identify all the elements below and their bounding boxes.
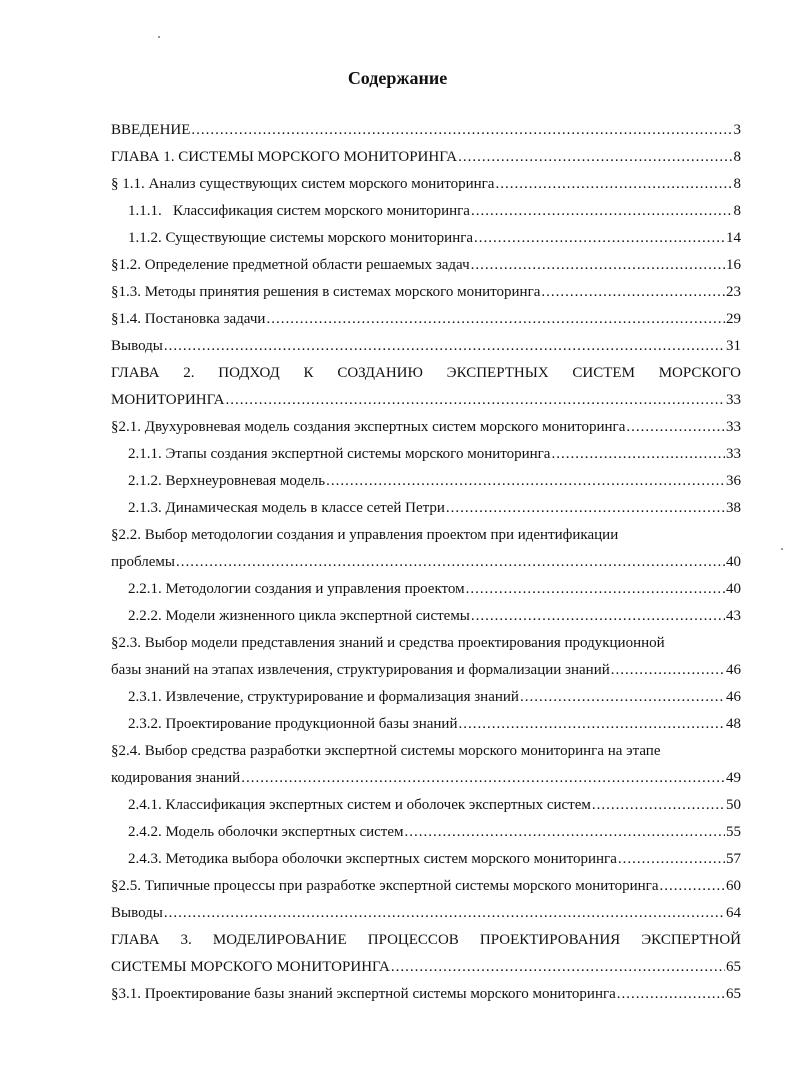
toc-page-number: 8 <box>733 203 741 219</box>
dot-leader <box>446 495 725 522</box>
toc-page-number: 65 <box>726 959 741 975</box>
toc-entry-text-line1: ГЛАВА 2. ПОДХОД К СОЗДАНИЮ ЭКСПЕРТНЫХ СИСТЕМ МОРСКОГО <box>111 365 741 381</box>
toc-entry[interactable] <box>111 576 741 603</box>
toc-entry-text: 1.1.1. Классификация систем морского мониторинга <box>128 203 470 219</box>
toc-page-number: 40 <box>726 581 741 597</box>
toc-entry[interactable] <box>111 846 741 873</box>
dot-leader <box>458 144 732 171</box>
toc-entry-text: §2.5. Типичные процессы при разработке экспертной системы морского мониторинга <box>111 878 659 894</box>
toc-entry-text-line1: §2.2. Выбор методологии создания и управления проектом при идентификации <box>111 527 619 543</box>
toc-entry[interactable] <box>111 522 741 576</box>
toc-page-number: 46 <box>726 689 741 705</box>
toc-entry[interactable] <box>111 225 741 252</box>
toc-entry-text-line1: §2.4. Выбор средства разработки экспертной системы морского мониторинга на этапе <box>111 743 661 759</box>
dot-leader <box>520 684 725 711</box>
toc-entry[interactable] <box>111 414 741 441</box>
toc-entry[interactable] <box>111 198 741 225</box>
toc-entry-text: §3.1. Проектирование базы знаний экспертной системы морского мониторинга <box>111 986 616 1002</box>
scan-speck <box>158 36 160 38</box>
toc-entry-text: 2.2.1. Методологии создания и управления проектом <box>128 581 465 597</box>
toc-entry[interactable] <box>111 333 741 360</box>
toc-entry-text: Выводы <box>111 905 163 921</box>
toc-page-number: 3 <box>733 122 741 138</box>
dot-leader <box>551 441 725 468</box>
toc-page-number: 36 <box>726 473 741 489</box>
toc-entry[interactable] <box>111 117 741 144</box>
toc-entry-text: 2.1.1. Этапы создания экспертной системы морского мониторинга <box>128 446 551 462</box>
toc-entry[interactable] <box>111 468 741 495</box>
toc-entry-text: 2.1.2. Верхнеуровневая модель <box>128 473 326 489</box>
toc-entry-text: 2.3.2. Проектирование продукционной базы знаний <box>128 716 458 732</box>
toc-page-number: 48 <box>726 716 741 732</box>
toc-entry[interactable] <box>111 495 741 522</box>
dot-leader <box>626 414 725 441</box>
toc-page-number: 29 <box>726 311 741 327</box>
dot-leader <box>541 279 725 306</box>
toc-page-number: 16 <box>726 257 741 273</box>
dot-leader <box>659 873 725 900</box>
toc-entry[interactable] <box>111 684 741 711</box>
toc-entry[interactable] <box>111 279 741 306</box>
toc-page-number: 65 <box>726 986 741 1002</box>
toc-entry[interactable] <box>111 630 741 684</box>
toc-entry-text: СИСТЕМЫ МОРСКОГО МОНИТОРИНГА <box>111 959 390 975</box>
toc-entry-text: базы знаний на этапах извлечения, структурирования и формализации знаний <box>111 662 610 678</box>
toc-entry[interactable] <box>111 252 741 279</box>
table-of-contents <box>111 117 741 1008</box>
toc-entry-text: 2.4.3. Методика выбора оболочки экспертных систем морского мониторинга <box>128 851 617 867</box>
toc-entry[interactable] <box>111 171 741 198</box>
dot-leader <box>474 225 725 252</box>
dot-leader <box>459 711 726 738</box>
toc-page-number: 14 <box>726 230 741 246</box>
toc-entry-text: 2.1.3. Динамическая модель в классе сетей Петри <box>128 500 445 516</box>
dot-leader <box>226 387 725 414</box>
toc-entry-text: §2.1. Двухуровневая модель создания экспертных систем морского мониторинга <box>111 419 626 435</box>
toc-page-number: 50 <box>726 797 741 813</box>
dot-leader <box>405 819 726 846</box>
toc-page-number: 57 <box>726 851 741 867</box>
toc-entry-text: 2.4.2. Модель оболочки экспертных систем <box>128 824 404 840</box>
dot-leader <box>466 576 725 603</box>
toc-entry-text: МОНИТОРИНГА <box>111 392 225 408</box>
toc-entry-text: Выводы <box>111 338 163 354</box>
toc-entry[interactable] <box>111 927 741 981</box>
toc-entry[interactable] <box>111 360 741 414</box>
toc-page-number: 31 <box>726 338 741 354</box>
dot-leader <box>176 549 725 576</box>
dot-leader <box>611 657 725 684</box>
toc-entry-text: кодирования знаний <box>111 770 241 786</box>
toc-entry[interactable] <box>111 981 741 1008</box>
toc-entry-text: § 1.1. Анализ существующих систем морского мониторинга <box>111 176 495 192</box>
toc-entry-text: проблемы <box>111 554 175 570</box>
toc-entry-text: ВВЕДЕНИЕ <box>111 122 191 138</box>
dot-leader <box>241 765 725 792</box>
page-title: Содержание <box>347 68 448 88</box>
toc-page-number: 64 <box>726 905 741 921</box>
toc-entry[interactable] <box>111 792 741 819</box>
toc-entry[interactable] <box>111 144 741 171</box>
toc-entry[interactable] <box>111 873 741 900</box>
scan-speck <box>781 548 783 550</box>
toc-entry[interactable] <box>111 603 741 630</box>
toc-entry-text: §1.3. Методы принятия решения в системах морского мониторинга <box>111 284 541 300</box>
dot-leader <box>391 954 725 981</box>
toc-entry-text-line1: §2.3. Выбор модели представления знаний и средства проектирования продукционной <box>111 635 665 651</box>
dot-leader <box>618 846 725 873</box>
toc-entry-text-line1: ГЛАВА 3. МОДЕЛИРОВАНИЕ ПРОЦЕССОВ ПРОЕКТИРОВАНИЯ ЭКСПЕРТНОЙ <box>111 932 741 948</box>
toc-page-number: 33 <box>726 419 741 435</box>
toc-entry-text: 1.1.2. Существующие системы морского мониторинга <box>128 230 474 246</box>
toc-entry-text: 2.2.2. Модели жизненного цикла экспертной системы <box>128 608 470 624</box>
dot-leader <box>495 171 732 198</box>
dot-leader <box>471 603 725 630</box>
toc-entry[interactable] <box>111 711 741 738</box>
toc-page-number: 49 <box>726 770 741 786</box>
toc-entry[interactable] <box>111 738 741 792</box>
toc-entry-text: §1.4. Постановка задачи <box>111 311 266 327</box>
dot-leader <box>326 468 725 495</box>
toc-page-number: 60 <box>726 878 741 894</box>
toc-page-number: 40 <box>726 554 741 570</box>
toc-page-number: 8 <box>733 149 741 165</box>
dot-leader <box>592 792 725 819</box>
toc-page-number: 38 <box>726 500 741 516</box>
toc-page-number: 43 <box>726 608 741 624</box>
dot-leader <box>266 306 725 333</box>
toc-entry-text: 2.4.1. Классификация экспертных систем и оболочек экспертных систем <box>128 797 591 813</box>
toc-entry-text: §1.2. Определение предметной области решаемых задач <box>111 257 470 273</box>
toc-entry[interactable] <box>111 306 741 333</box>
dot-leader <box>617 981 725 1008</box>
toc-page-number: 8 <box>733 176 741 192</box>
dot-leader <box>471 198 733 225</box>
dot-leader <box>164 333 725 360</box>
toc-entry-text: 2.3.1. Извлечение, структурирование и формализация знаний <box>128 689 519 705</box>
toc-entry-text: ГЛАВА 1. СИСТЕМЫ МОРСКОГО МОНИТОРИНГА <box>111 149 458 165</box>
dot-leader <box>164 900 725 927</box>
toc-entry[interactable] <box>111 441 741 468</box>
toc-page-number: 23 <box>726 284 741 300</box>
toc-page-number: 46 <box>726 662 741 678</box>
toc-page-number: 33 <box>726 392 741 408</box>
dot-leader <box>471 252 725 279</box>
dot-leader <box>191 117 732 144</box>
toc-entry[interactable] <box>111 900 741 927</box>
toc-page-number: 33 <box>726 446 741 462</box>
toc-page-number: 55 <box>726 824 741 840</box>
toc-entry[interactable] <box>111 819 741 846</box>
